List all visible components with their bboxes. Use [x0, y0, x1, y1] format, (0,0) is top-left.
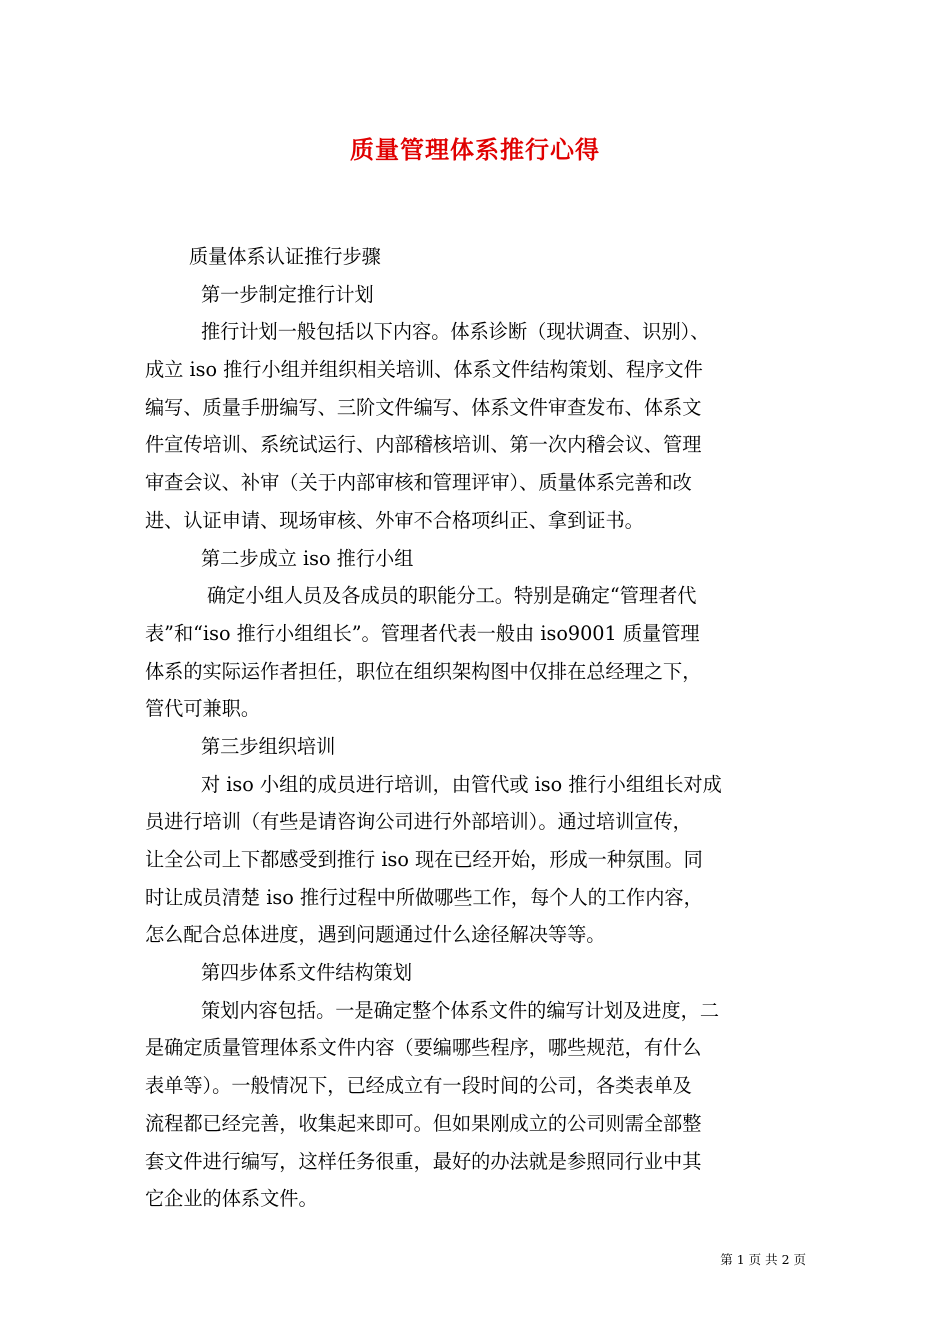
step1-text-line: 审查会议、补审（关于内部审核和管理评审）、质量体系完善和改 — [145, 471, 692, 495]
step3-text-line: 对 iso 小组的成员进行培训，由管代或 iso 推行小组组长对成 — [201, 772, 722, 796]
step3-text-line: 怎么配合总体进度，遇到问题通过什么途径解决等等。 — [145, 923, 606, 947]
step4-text-line: 表单等）。一般情况下，已经成立有一段时间的公司，各类表单及 — [145, 1074, 692, 1098]
step1-text-line: 件宣传培训、系统试运行、内部稽核培训、第一次内稽会议、管理 — [145, 433, 702, 457]
step2-text-line: 体系的实际运作者担任，职位在组织架构图中仅排在总经理之下， — [145, 659, 702, 683]
page-number: 第 1 页 共 2 页 — [720, 1252, 806, 1267]
step4-text-line: 流程都已经完善，收集起来即可。但如果刚成立的公司则需全部整 — [145, 1111, 702, 1135]
step2-text-line: 表”和“iso 推行小组组长”。管理者代表一般由 iso9001 质量管理 — [145, 621, 700, 645]
step1-text-line: 推行计划一般包括以下内容。体系诊断（现状调查、识别）、 — [201, 320, 710, 344]
document-body — [145, 238, 807, 1218]
step3-text-line: 时让成员清楚 iso 推行过程中所做哪些工作，每个人的工作内容， — [145, 885, 703, 909]
step4-heading: 第四步体系文件结构策划 — [201, 961, 413, 985]
step4-text-line: 策划内容包括。一是确定整个体系文件的编写计划及进度，二 — [201, 998, 720, 1022]
step3-text-line: 员进行培训（有些是请咨询公司进行外部培训）。通过培训宣传， — [145, 810, 692, 834]
step1-heading: 第一步制定推行计划 — [201, 282, 374, 306]
step1-text-line: 成立 iso 推行小组并组织相关培训、体系文件结构策划、程序文件 — [145, 358, 703, 382]
section-heading: 质量体系认证推行步骤 — [189, 245, 381, 268]
step4-text-line: 套文件进行编写，这样任务很重，最好的办法就是参照同行业中其 — [145, 1149, 702, 1173]
page-title: 质量管理体系推行心得 — [350, 135, 600, 164]
step4-text-line: 是确定质量管理体系文件内容（要编哪些程序，哪些规范，有什么 — [145, 1036, 702, 1060]
step1-text-line: 进、认证申请、现场审核、外审不合格项纠正、拿到证书。 — [145, 508, 644, 532]
step1-text-line: 编写、质量手册编写、三阶文件编写、体系文件审查发布、体系文 — [145, 395, 702, 419]
step2-text-line: 管代可兼职。 — [145, 697, 261, 721]
step3-text-line: 让全公司上下都感受到推行 iso 现在已经开始，形成一种氛围。同 — [145, 848, 703, 871]
step2-text-line: 确定小组人员及各成员的职能分工。特别是确定“管理者代 — [207, 584, 697, 608]
step4-text-line: 它企业的体系文件。 — [145, 1187, 318, 1211]
step3-heading: 第三步组织培训 — [201, 734, 336, 758]
step2-heading: 第二步成立 iso 推行小组 — [201, 546, 414, 570]
